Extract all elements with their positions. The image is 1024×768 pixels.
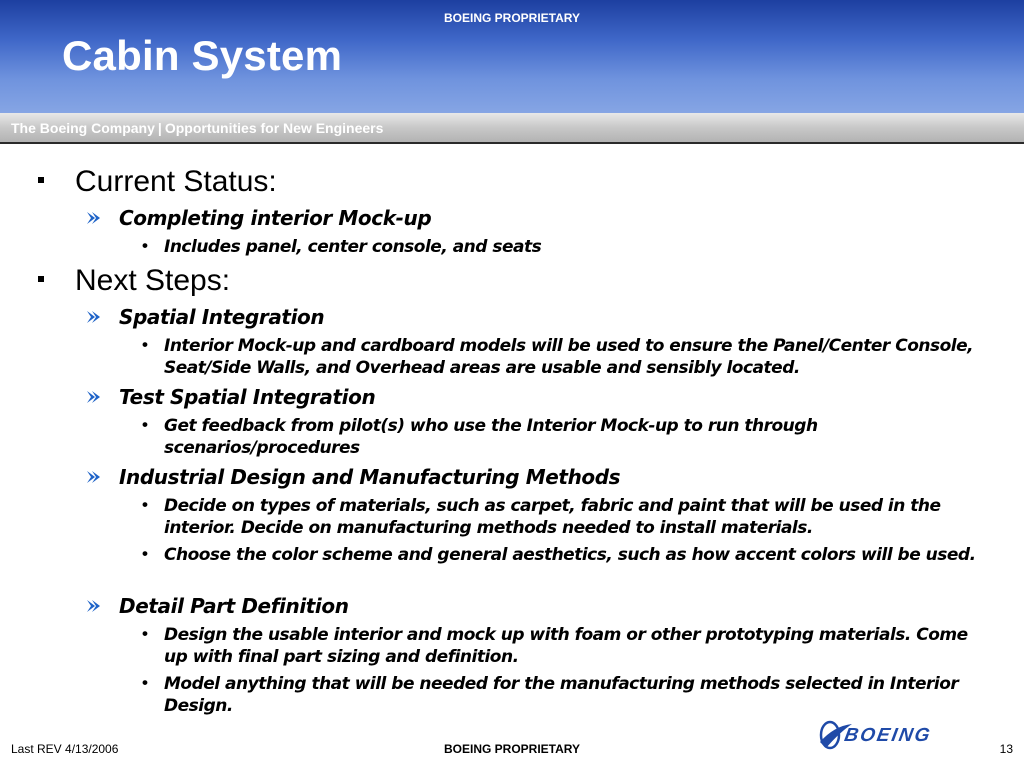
round-bullet-icon: •	[142, 335, 148, 354]
chevron-bullet-icon	[86, 471, 102, 483]
square-bullet-icon	[38, 276, 44, 282]
proprietary-label-top: BOEING PROPRIETARY	[443, 11, 580, 25]
chevron-bullet-icon	[86, 391, 102, 403]
svg-text:BOEING: BOEING	[842, 725, 934, 746]
subtitle-tagline: Opportunities for New Engineers	[164, 120, 384, 136]
boeing-logo	[818, 716, 968, 752]
round-bullet-icon: •	[142, 673, 148, 692]
slide-title: Cabin System	[62, 32, 343, 79]
subtitle-text	[11, 120, 383, 136]
chevron-bullet-icon	[86, 600, 102, 612]
proprietary-label-bottom: BOEING PROPRIETARY	[443, 742, 580, 756]
subtitle-bar	[0, 113, 1024, 144]
detail-text: Decide on types of materials, such as carpet, fabric and paint that will be used in the interior. Decide on manufacturing methods needed to install materials.	[164, 496, 941, 538]
company-name: The Boeing Company	[11, 120, 155, 136]
detail-text: Design the usable interior and mock up with foam or other prototyping materials. Come up with final part sizing and definition.	[164, 625, 968, 667]
chevron-bullet-icon	[86, 311, 102, 323]
detail-text: Get feedback from pilot(s) who use the Interior Mock-up to run through scenarios/procedures	[164, 416, 818, 458]
page-number: 13	[999, 742, 1013, 756]
detail-text: Model anything that will be needed for the manufacturing methods selected in Interior Design.	[164, 674, 959, 716]
sub-item-label: Test Spatial Integration	[119, 385, 376, 409]
sub-item-label: Detail Part Definition	[119, 594, 349, 618]
detail-text: Includes panel, center console, and seats	[164, 237, 542, 257]
sub-item-label: Completing interior Mock-up	[119, 206, 432, 230]
last-revision-date: Last REV 4/13/2006	[11, 742, 119, 756]
square-bullet-icon	[38, 177, 44, 183]
round-bullet-icon: •	[142, 236, 148, 255]
subtitle-separator: |	[157, 120, 162, 136]
chevron-bullet-icon	[86, 212, 102, 224]
detail-text: Interior Mock-up and cardboard models will be used to ensure the Panel/Center Console, Seat/Side Walls, and Overhead areas are usable and sensibly located.	[164, 336, 974, 378]
outline-heading: Next Steps:	[75, 264, 231, 297]
sub-item-label: Spatial Integration	[119, 305, 325, 329]
detail-text: Choose the color scheme and general aesthetics, such as how accent colors will be used.	[164, 545, 976, 565]
round-bullet-icon: •	[142, 415, 148, 434]
slide-header	[0, 0, 1024, 113]
round-bullet-icon: •	[142, 544, 148, 563]
round-bullet-icon: •	[142, 624, 148, 643]
sub-item-label: Industrial Design and Manufacturing Methods	[119, 465, 621, 489]
round-bullet-icon: •	[142, 495, 148, 514]
outline-heading: Current Status:	[75, 165, 277, 198]
